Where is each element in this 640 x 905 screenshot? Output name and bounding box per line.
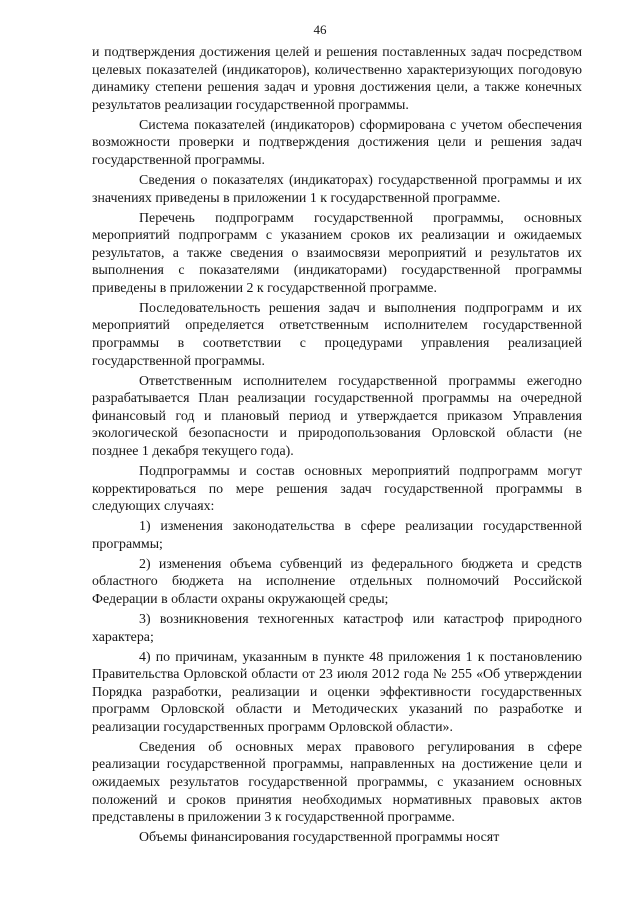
body-text xyxy=(92,44,582,849)
paragraph: Сведения о показателях (индикаторах) государственной программы и их значениях приведены в приложении 1 к государственной программе. xyxy=(92,172,582,206)
list-item: 4) по причинам, указанным в пункте 48 приложения 1 к постановлению Правительства Орловской области от 23 июля 2012 года № 255 «Об утверждении Порядка разработки, реализации и оценки эффективности государственных программ Орловской области и Методических указаний по разработке и реализации государственных программ Орловской области». xyxy=(92,649,582,735)
paragraph: Перечень подпрограмм государственной программы, основных мероприятий подпрограмм с указанием сроков их реализации и ожидаемых результатов, а также сведения о взаимосвязи мероприятий и результатов их выполнения с показателями (индикаторами) государственной программы приведены в приложении 2 к государственной программе. xyxy=(92,210,582,296)
paragraph: Последовательность решения задач и выполнения подпрограмм и их мероприятий определяется ответственным исполнителем государственной программы в соответствии с процедурами управления реализацией государственной программы. xyxy=(92,300,582,369)
paragraph: и подтверждения достижения целей и решения поставленных задач посредством целевых показателей (индикаторов), количественно характеризующих погодовую динамику степени решения задач и уровня достижения цели, а также конечных результатов реализации государственной программы. xyxy=(92,45,582,113)
list-item: 3) возникновения техногенных катастроф или катастроф природного характера; xyxy=(92,611,582,645)
list-item: 2) изменения объема субвенций из федерального бюджета и средств областного бюджета на исполнение отдельных полномочий Российской Федерации в области охраны окружающей среды; xyxy=(92,556,582,607)
paragraph: Объемы финансирования государственной программы носят xyxy=(139,830,500,846)
paragraph: Сведения об основных мерах правового регулирования в сфере реализации государственной программы, направленных на достижение цели и ожидаемых результатов государственной программы, с указанием основных положений и сроков принятия необходимых нормативных правовых актов представлены в приложении 3 к государственной программе. xyxy=(92,739,582,826)
paragraph: Подпрограммы и состав основных мероприятий подпрограмм могут корректироваться по мере решения задач государственной программы в следующих случаях: xyxy=(92,464,582,515)
page-number: 46 xyxy=(313,22,327,37)
paragraph: Ответственным исполнителем государственной программы ежегодно разрабатывается План реализации государственной программы на очередной финансовый год и плановый период и утверждается приказом Управления экологической безопасности и природопользования Орловской области (не позднее 1 декабря текущего года). xyxy=(92,373,582,460)
list-item: 1) изменения законодательства в сфере реализации государственной программы; xyxy=(92,519,582,552)
paragraph: Система показателей (индикаторов) сформирована с учетом обеспечения возможности проверки и подтверждения достижения цели и решения задач государственной программы. xyxy=(92,117,582,168)
